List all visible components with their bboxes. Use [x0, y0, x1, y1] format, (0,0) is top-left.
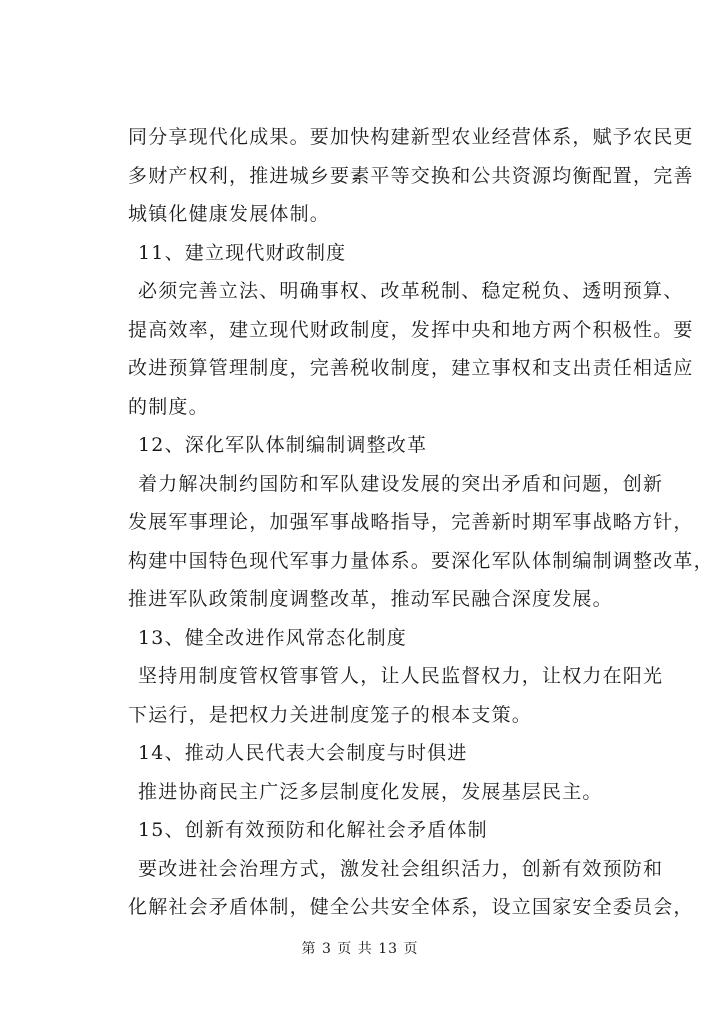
text-line: 必须完善立法、明确事权、改革税制、稳定税负、透明预算、: [138, 280, 684, 302]
text-line: 的制度。: [128, 395, 209, 418]
body-paragraph: [128, 850, 694, 927]
text-line: 要改进社会治理方式，激发社会组织活力，创新有效预防和: [138, 857, 664, 880]
body-paragraph: [128, 118, 694, 234]
text-line: 城镇化健康发展体制。: [128, 203, 331, 225]
text-line: 多财产权利，推进城乡要素平等交换和公共资源均衡配置，完善: [128, 164, 694, 187]
text-line: 坚持用制度管权管事管人，让人民监督权力，让权力在阳光: [138, 665, 664, 687]
body-paragraph: [128, 272, 694, 426]
section-heading-15: 15、创新有效预防和化解社会矛盾体制: [138, 819, 488, 841]
section-heading-13: 13、健全改进作风常态化制度: [138, 626, 407, 649]
text-line: 同分享现代化成果。要加快构建新型农业经营体系，赋予农民更: [128, 126, 694, 148]
body-paragraph: [128, 657, 664, 734]
text-line: 提高效率，建立现代财政制度，发挥中央和地方两个积极性。要: [128, 318, 694, 341]
text-line: 着力解决制约国防和军队建设发展的突出矛盾和问题，创新: [138, 472, 664, 495]
section-heading-11: 11、建立现代财政制度: [138, 241, 347, 264]
text-line: 化解社会矛盾体制，健全公共安全体系，设立国家安全委员会，: [128, 896, 694, 918]
section-heading-12: 12、深化军队体制编制调整改革: [138, 434, 428, 456]
page-number-footer: 第 3 页 共 13 页: [301, 941, 419, 957]
text-line: 发展军事理论，加强军事战略指导，完善新时期军事战略方针，: [128, 511, 694, 533]
text-line: 改进预算管理制度，完善税收制度，建立事权和支出责任相适应: [128, 357, 694, 379]
text-line: 下运行，是把权力关进制度笼子的根本支策。: [128, 703, 533, 726]
text-line: 构建中国特色现代军事力量体系。要深化军队体制编制调整改革，: [128, 549, 714, 572]
body-paragraph: [128, 465, 714, 619]
body-paragraph: [128, 773, 648, 812]
document-body: [128, 118, 714, 927]
text-line: 推进军队政策制度调整改革，推动军民融合深度发展。: [128, 588, 613, 610]
section-heading-14: 14、推动人民代表大会制度与时俱进: [138, 742, 468, 764]
text-line: 推进协商民主广泛多层制度化发展，发展基层民主。: [138, 780, 603, 803]
